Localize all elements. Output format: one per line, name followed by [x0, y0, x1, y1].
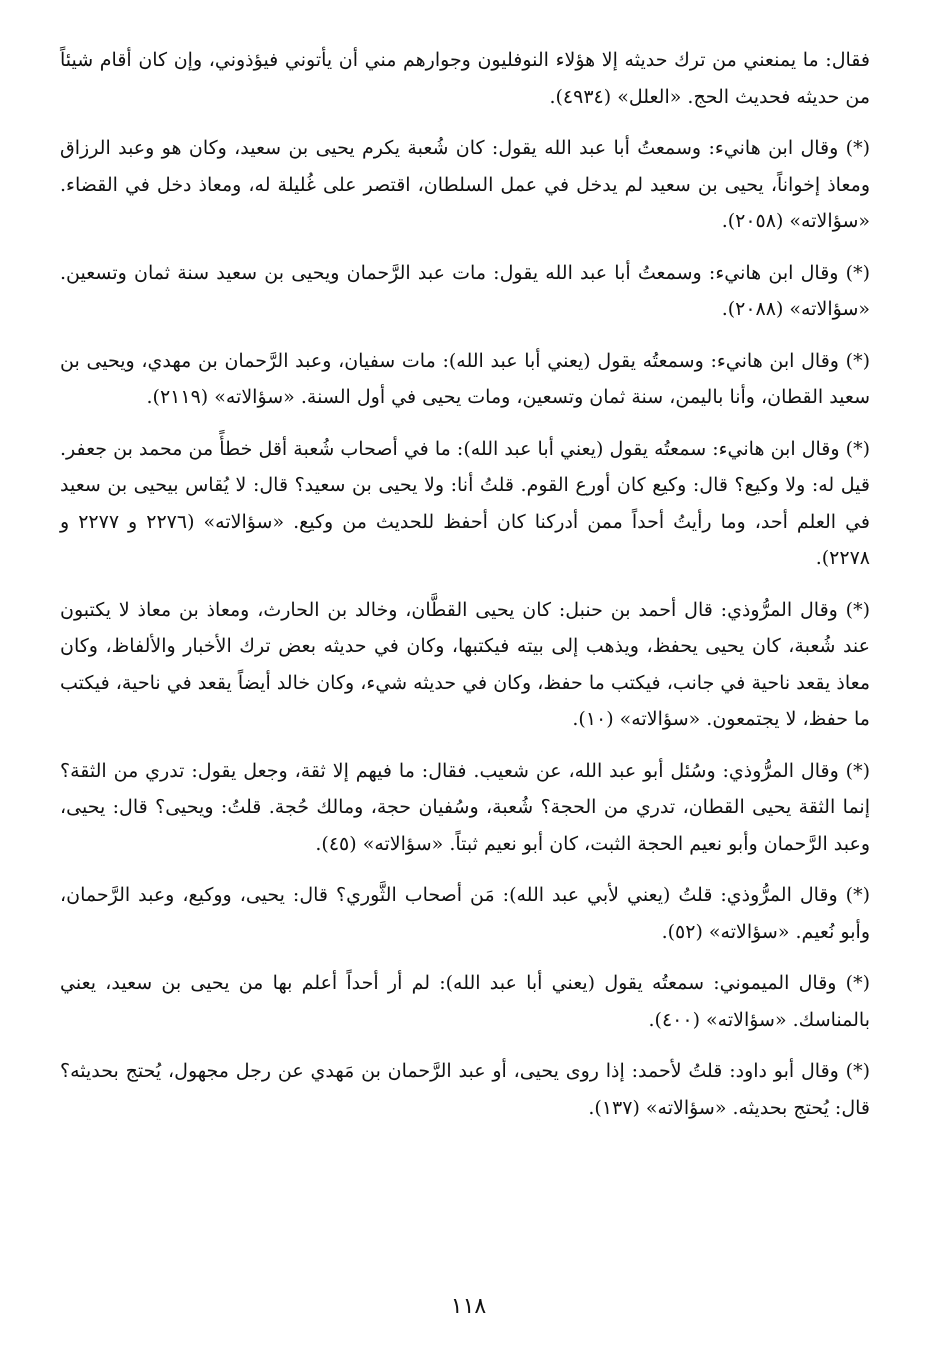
paragraph-7: (*) وقال المرُّوذي: وسُئل أبو عبد الله، عن شعيب. فقال: ما فيهم إلا ثقة، وجعل يقول: تدري من الثقة؟ إنما الثقة يحيى القطان، تدري من الحجة؟ شُعبة، وسُفيان حجة، ومالك حُجة. قلتُ: ويحيى؟ قال: يحيى، وعبد الرَّحمان وأبو نعيم الحجة الثبت، كان أبو نعيم ثبتاً. «سؤالاته» (٤٥).: [60, 759, 870, 855]
paragraph-6: (*) وقال المرُّوذي: قال أحمد بن حنبل: كان يحيى القطَّان، وخالد بن الحارث، ومعاذ بن معاذ لا يكتبون عند شُعبة، كان يحيى يحفظ، ويذهب إلى بيته فيكتبها، وكان في حديثه بعض ترك الأخبار والألفاظ، وكان معاذ يقعد ناحية في جانب، فيكتب ما حفظ، وكان في حديثه شيء، وكان خالد أيضاً يقعد في ناحية، فيكتب ما حفظ، لا يجتمعون. «سؤالاته» (١٠).: [60, 598, 870, 730]
page-number: ١١٨: [450, 1294, 487, 1319]
paragraph-5: (*) وقال ابن هانيء: سمعتُه يقول (يعني أبا عبد الله): ما في أصحاب شُعبة أقل خطأً من محمد بن جعفر. قيل له: ولا وكيع؟ قال: وكيع كان أورع القوم. قلتُ أنا: ولا يحيى بن سعيد؟ قال: لا يُقاس بيحيى بن سعيد في العلم أحد، وما رأيتُ أحداً ممن أدركنا كان أحفظ للحديث من وكيع. «سؤالاته» (٢٢٧٦ و ٢٢٧٧ و ٢٢٧٨).: [60, 437, 870, 569]
paragraph-1: فقال: ما يمنعني من ترك حديثه إلا هؤلاء النوفليون وجوارهم مني أن يأتوني فيؤذوني، وإن كان أقام شيئاً من حديثه فحديث الحج. «العلل» (٤٩٣٤).: [60, 49, 870, 108]
paragraph-3: (*) وقال ابن هانيء: وسمعتُ أبا عبد الله يقول: مات عبد الرَّحمان ويحيى بن سعيد سنة ثمان وتسعين. «سؤالاته» (٢٠٨٨).: [60, 261, 870, 320]
page-text: [60, 42, 870, 1141]
paragraph-2: (*) وقال ابن هانيء: وسمعتُ أبا عبد الله يقول: كان شُعبة يكرم يحيى بن سعيد، وكان هو وعبد الرزاق ومعاذ إخواناً، يحيى بن سعيد لم يدخل في عمل السلطان، اقتصر على غُليلة له، ومعاذ دخل في القضاء. «سؤالاته» (٢٠٥٨).: [60, 137, 870, 232]
paragraph-9: (*) وقال الميموني: سمعتُه يقول (يعني أبا عبد الله): لم أر أحداً أعلم بها من يحيى بن سعيد، يعني بالمناسك. «سؤالاته» (٤٠٠).: [60, 972, 870, 1031]
paragraph-10: (*) وقال أبو داود: قلتُ لأحمد: إذا روى يحيى، أو عبد الرَّحمان بن مَهدي عن رجل مجهول، يُحتج بحديثه؟ قال: يُحتج بحديثه. «سؤالاته» (١٣٧).: [60, 1060, 870, 1119]
paragraph-4: (*) وقال ابن هانيء: وسمعتُه يقول (يعني أبا عبد الله): مات سفيان، وعبد الرَّحمان بن مهدي، ويحيى بن سعيد القطان، وأنا باليمن، سنة ثمان وتسعين، ومات يحيى في أول السنة. «سؤالاته» (٢١١٩).: [60, 349, 870, 408]
paragraph-8: (*) وقال المرُّوذي: قلتُ (يعني لأبي عبد الله): مَن أصحاب الثَّوري؟ قال: يحيى، ووكيع، وعبد الرَّحمان، وأبو نُعيم. «سؤالاته» (٥٢).: [60, 884, 870, 943]
